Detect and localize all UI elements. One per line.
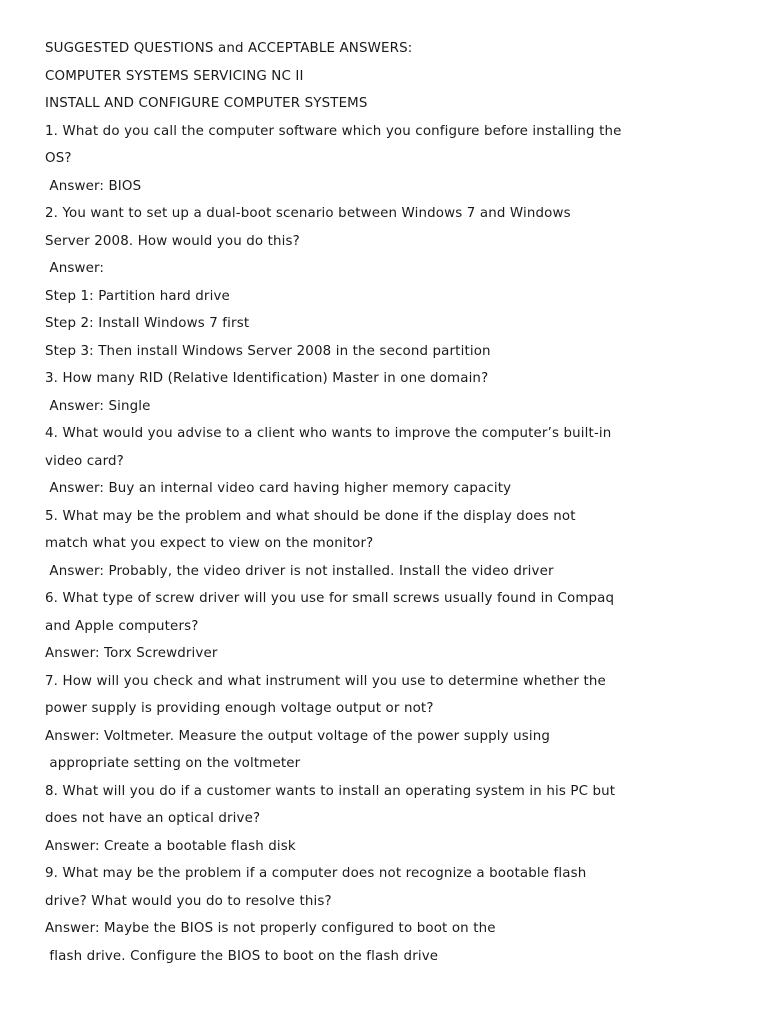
question-3: 3. How many RID (Relative Identification) Master in one domain? <box>45 371 489 386</box>
question-1-line-2: OS? <box>45 151 72 166</box>
question-4-line-2: video card? <box>45 453 124 469</box>
question-8-line-2: does not have an optical drive? <box>45 811 261 826</box>
question-7-line-2: power supply is providing enough voltage output or not? <box>45 701 434 716</box>
document-heading: SUGGESTED QUESTIONS and ACCEPTABLE ANSWERS: <box>45 41 413 56</box>
question-7-line-1: 7. How will you check and what instrument will you use to determine whether the <box>45 673 606 689</box>
answer-2-label: Answer: <box>45 261 105 276</box>
answer-3: Answer: Single <box>45 398 151 414</box>
question-8-line-1: 8. What will you do if a customer wants to install an operating system in his PC but <box>45 783 616 799</box>
question-6-line-1: 6. What type of screw driver will you use for small screws usually found in Compaq <box>45 591 615 606</box>
answer-1: Answer: BIOS <box>45 178 142 194</box>
question-4-line-1: 4. What would you advise to a client who wants to improve the computer’s built-in <box>45 426 612 441</box>
question-6-line-2: and Apple computers? <box>45 618 199 634</box>
question-2-line-2: Server 2008. How would you do this? <box>45 233 300 249</box>
answer-7-line-1: Answer: Voltmeter. Measure the output voltage of the power supply using <box>45 728 551 744</box>
document-subheading: COMPUTER SYSTEMS SERVICING NC II <box>45 68 304 84</box>
question-1-line-1: 1. What do you call the computer software which you configure before installing the <box>45 123 622 139</box>
question-5-line-1: 5. What may be the problem and what should be done if the display does not <box>45 508 576 524</box>
answer-2-step-2: Step 2: Install Windows 7 first <box>45 316 250 331</box>
answer-9-line-2: flash drive. Configure the BIOS to boot on the flash drive <box>45 948 439 964</box>
answer-6: Answer: Torx Screwdriver <box>45 646 218 661</box>
answer-2-step-3: Step 3: Then install Windows Server 2008 in the second partition <box>45 343 491 359</box>
answer-2-step-1: Step 1: Partition hard drive <box>45 288 230 304</box>
document-section-title: INSTALL AND CONFIGURE COMPUTER SYSTEMS <box>45 96 368 111</box>
question-9-line-1: 9. What may be the problem if a computer does not recognize a bootable flash <box>45 866 587 881</box>
answer-5: Answer: Probably, the video driver is not installed. Install the video driver <box>45 563 554 579</box>
answer-7-line-2: appropriate setting on the voltmeter <box>45 756 301 771</box>
question-9-line-2: drive? What would you do to resolve this? <box>45 893 332 909</box>
answer-4: Answer: Buy an internal video card having higher memory capacity <box>45 481 512 496</box>
question-5-line-2: match what you expect to view on the monitor? <box>45 536 374 551</box>
answer-8: Answer: Create a bootable flash disk <box>45 838 296 854</box>
answer-9-line-1: Answer: Maybe the BIOS is not properly configured to boot on the <box>45 921 496 936</box>
question-2-line-1: 2. You want to set up a dual-boot scenario between Windows 7 and Windows <box>45 206 571 221</box>
